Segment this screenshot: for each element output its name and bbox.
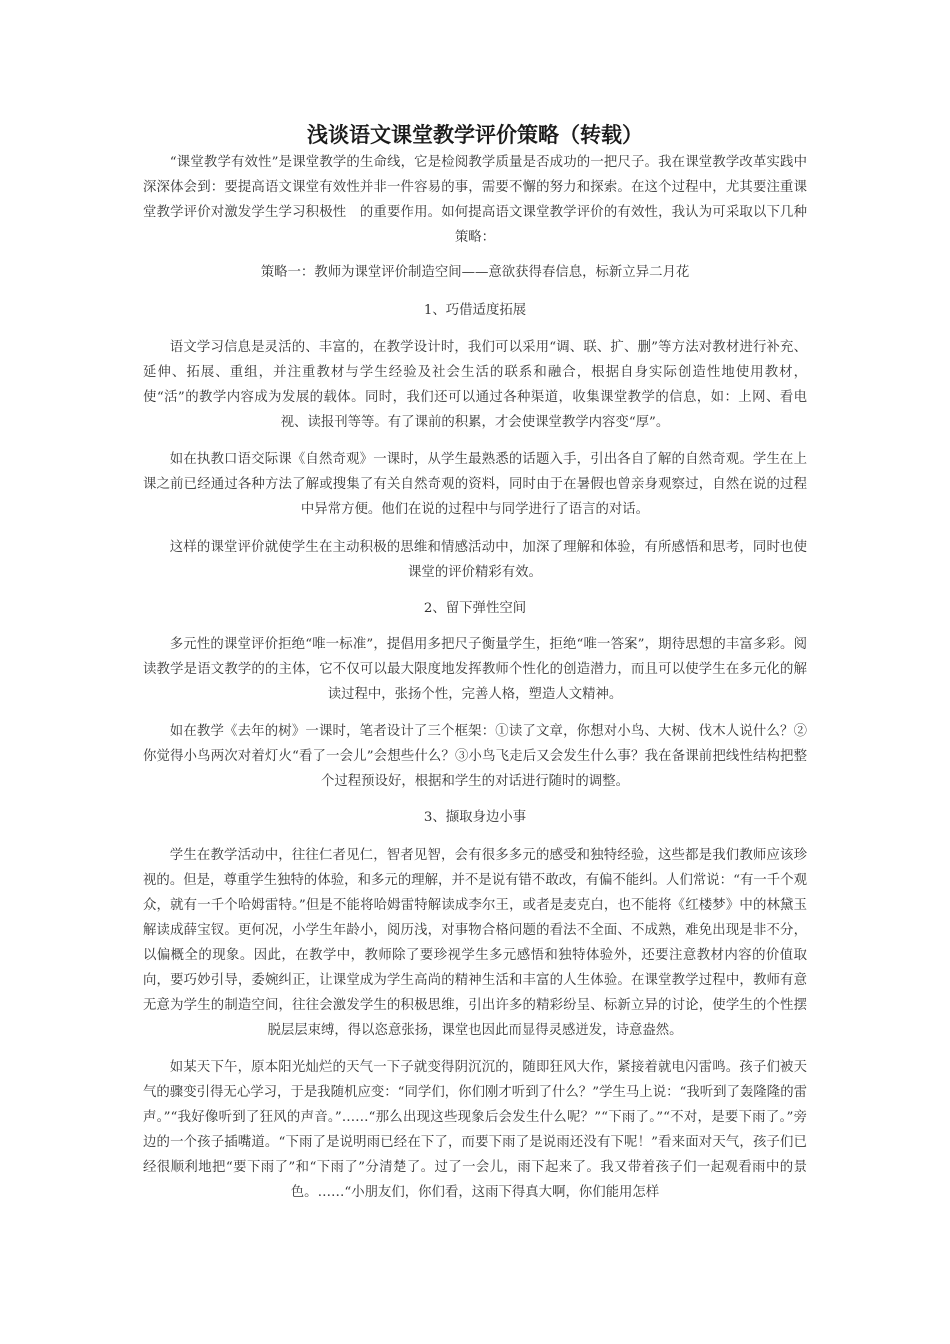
section-1-paragraph-2: 如在执教口语交际课《自然奇观》一课时，从学生最熟悉的话题入手，引出各自了解的自然奇观。学生在上课之前已经通过各种方法了解或搜集了有关自然奇观的资料，同时由于在暑假也曾亲身观察过，自然在说的过程中异常方便。他们在说的过程中与同学进行了语言的对话。 [143, 452, 807, 517]
section-3-paragraph-1: 学生在教学活动中，往往仁者见仁，智者见智，会有很多多元的感受和独特经验，这些都是我们教师应该珍视的。但是，尊重学生独特的体验，和多元的理解，并不是说有错不敢改，有偏不能纠。人们常说：“有一千个观众，就有一千个哈姆雷特。”但是不能将哈姆雷特解读成李尔王，或者是麦克白，也不能将《红楼梦》中的林黛玉解读成薛宝钗。更何况，小学生年龄小，阅历浅，对事物合格问题的看法不全面、不成熟，难免出现是非不分，以偏概全的现象。因此，在教学中，教师除了要珍视学生多元感悟和独特体验外，还要注意教材内容的价值取向，要巧妙引导，委婉纠正，让课堂成为学生高尚的精神生活和丰富的人生体验。在课堂教学过程中，教师有意无意为学生的制造空间，往往会激发学生的积极思维，引出许多的精彩纷呈、标新立异的讨论，使学生的个性摆脱层层束缚，得以恣意张扬，课堂也因此而显得灵感迸发，诗意盎然。 [143, 848, 807, 1038]
strategy-1-heading: 策略一：教师为课堂评价制造空间——意欲获得春信息，标新立异二月花 [260, 265, 690, 280]
section-1-paragraph-3: 这样的课堂评价就使学生在主动积极的思维和情感活动中，加深了理解和体验，有所感悟和思考，同时也使课堂的评价精彩有效。 [169, 540, 807, 580]
section-2-heading: 2、留下弹性空间 [423, 601, 527, 616]
section-2-paragraph-2: 如在教学《去年的树》一课时，笔者设计了三个框架：①读了文章，你想对小鸟、大树、伐木人说什么？②你觉得小鸟两次对着灯火“看了一会儿”会想些什么？③小鸟飞走后又会发生什么事？我在备课前把线性结构把整个过程预设好，根据和学生的对话进行随时的调整。 [143, 724, 807, 789]
section-1-heading: 1、巧借适度拓展 [423, 303, 527, 318]
section-3-paragraph-2: 如某天下午，原本阳光灿烂的天气一下子就变得阴沉沉的，随即狂风大作，紧接着就电闪雷鸣。孩子们被天气的骤变引得无心学习，于是我随机应变：“同学们，你们刚才听到了什么？”学生马上说：“我听到了轰隆隆的雷声。”“我好像听到了狂风的声音。”……“那么出现这些现象后会发生什么呢？”“下雨了。”“不对，是要下雨了。”旁边的一个孩子插嘴道。“下雨了是说明雨已经在下了，而要下雨了是说雨还没有下呢！”看来面对天气，孩子们已经很顺利地把“要下雨了”和“下雨了”分清楚了。过了一会儿，雨下起来了。我又带着孩子们一起观看雨中的景色。……“小朋友们，你们看，这雨下得真大啊，你们能用怎样 [143, 1060, 807, 1200]
section-2-paragraph-1: 多元性的课堂评价拒绝“唯一标准”，提倡用多把尺子衡量学生，拒绝“唯一答案”，期待思想的丰富多彩。阅读教学是语文教学的的主体，它不仅可以最大限度地发挥教师个性化的创造潜力，而且可以使学生在多元化的解读过程中，张扬个性，完善人格，塑造人文精神。 [143, 637, 807, 702]
intro-paragraph: “课堂教学有效性”是课堂教学的生命线，它是检阅教学质量是否成功的一把尺子。我在课堂教学改革实践中深深体会到：要提高语文课堂有效性并非一件容易的事，需要不懈的努力和探索。在这个过程中，尤其要注重课堂教学评价对激发学生学习积极性 的重要作用。如何提高语文课堂教学评价的有效性，我认为可采取以下几种策略： [143, 155, 807, 245]
section-3-heading: 3、撷取身边小事 [423, 810, 527, 825]
section-1-paragraph-1: 语文学习信息是灵活的、丰富的，在教学设计时，我们可以采用“调、联、扩、删”等方法对教材进行补充、延伸、拓展、重组，并注重教材与学生经验及社会生活的联系和融合，根据自身实际创造性地使用教材，使“活”的教学内容成为发展的载体。同时，我们还可以通过各种渠道，收集课堂教学的信息，如：上网、看电视、读报刊等等。有了课前的积累，才会使课堂教学内容变“厚”。 [143, 340, 807, 430]
document-title: 浅谈语文课堂教学评价策略（转载） [307, 123, 643, 147]
